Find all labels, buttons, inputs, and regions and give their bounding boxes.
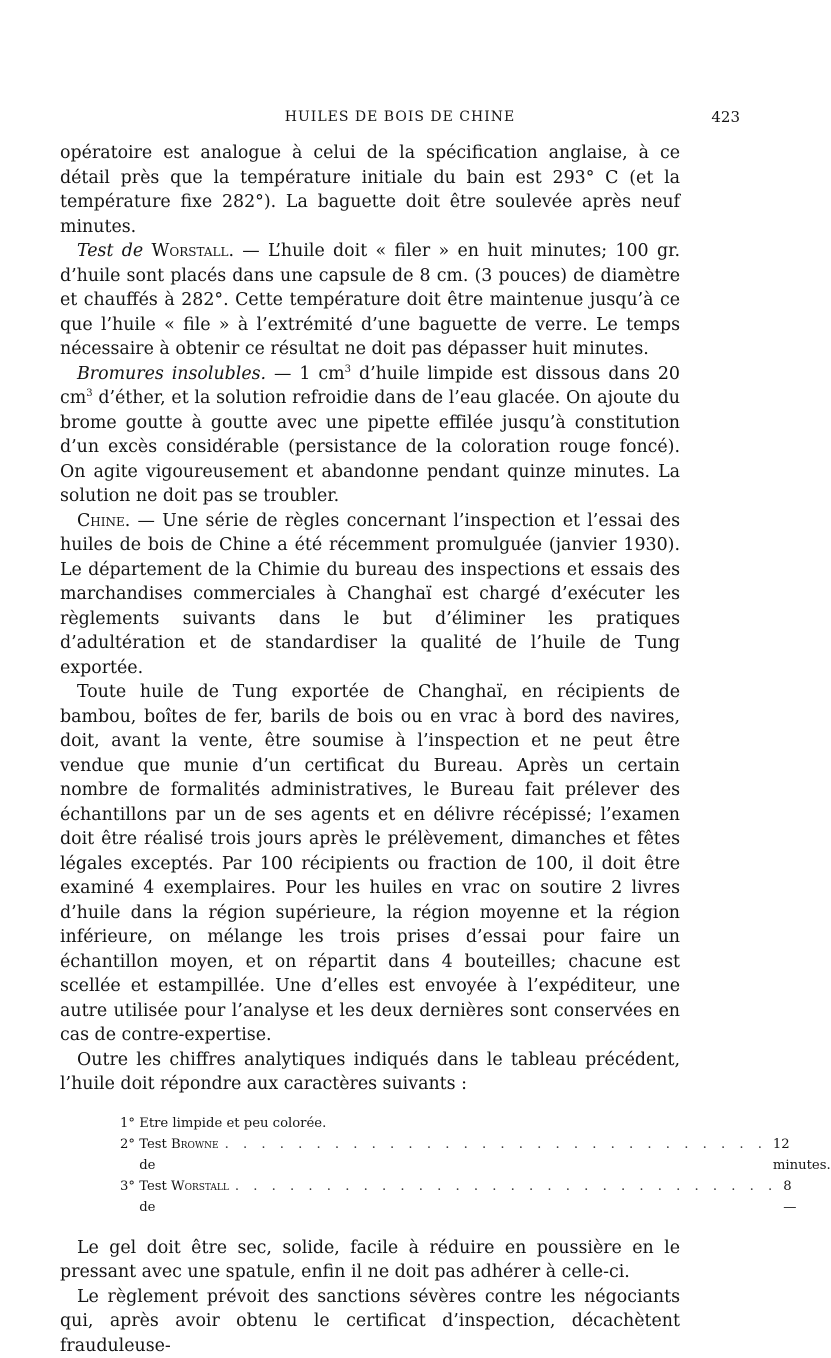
paragraph-insoluble-bromides: Bromures insolubles. — 1 $cm^3$ d’huile limpide est dissous dans 20 $cm^3$ d’éther, et la solution refroidie dans de l’eau glacée. On ajoute du brome goutte à goutte avec une pipette effilée jusqu’à constitution d’un excès considérable (persistance de la coloration rouge foncé). On agite vigoureusement et abandonne pendant quinze minutes. La solution ne doit pas se troubler. xyxy=(60,362,680,509)
paragraph-text: — Une série de règles concernant l’inspection et l’essai des huiles de bois de Chine a été récemment promulguée (janvier 1930). Le département de la Chimie du bureau des inspections et essais des marchandises commerciales à Changhaï est chargé d’exécuter les règlements suivants dans le but d’éliminer les pratiques d’adultération et de standardiser la qualité de l’huile de Tung exportée. xyxy=(60,511,680,678)
paragraph-sanctions: Le règlement prévoit des sanctions sévères contre les négociants qui, après avoir obtenu le certificat d’inspection, décachètent frauduleuse- xyxy=(60,1285,680,1358)
superscript: 3 xyxy=(86,388,92,399)
paragraph-worstall-test xyxy=(60,239,680,362)
superscript: 3 xyxy=(345,364,351,375)
running-title: HUILES DE BOIS DE CHINE xyxy=(60,109,740,125)
paragraph-requirements-intro: Outre les chiffres analytiques indiqués dans le tableau précédent, l’huile doit répondre aux caractères suivants : xyxy=(60,1048,680,1097)
section-heading-test: Test de xyxy=(77,241,143,261)
page-body xyxy=(60,141,680,1358)
list-item: 2° Test de Browne . . . . . . . . . . . . . . . . . . . . . . . . . . . . . . 12 minutes. xyxy=(120,1134,640,1176)
page-header xyxy=(60,106,740,132)
paragraph-export-rules: Toute huile de Tung exportée de Changhaï, en récipients de bambou, boîtes de fer, barils de bois ou en vrac à bord des navires, doit, avant la vente, être soumise à l’inspection et ne peut être vendue que munie d’un certificat du Bureau. Après un certain nombre de formalités administratives, le Bureau fait prélever des échantillons par un de ses agents et en délivre récépissé; l’examen doit être réalisé trois jours après le prélèvement, dimanches et fêtes légales exceptés. Par 100 récipients ou fraction de 100, il doit être examiné 4 exemplaires. Pour les huiles en vrac on soutire 2 livres d’huile dans la région supérieure, la région moyenne et la région inférieure, on mélange les trois prises d’essai pour faire un échantillon moyen, et on répartit dans 4 bouteilles; chacune est scellée et estampillée. Une d’elles est envoyée à l’expéditeur, une autre utilisée pour l’analyse et les deux dernières sont conservées en cas de contre-expertise. xyxy=(60,680,680,1048)
paragraph-china xyxy=(60,509,680,681)
list-item: 3° Test de Worstall . . . . . . . . . . . . . . . . . . . . . . . . . . . . . . 8 — xyxy=(120,1176,640,1218)
paragraph-text: — L’huile doit « filer » en huit minutes; 100 gr. d’huile sont placés dans une capsule de 8 cm. (3 pouces) de diamètre et chauffés à 282°. Cette température doit être maintenue jusqu’à ce que l’huile « file » à l’extrémité d’une baguette de verre. Le temps nécessaire à obtenir ce résultat ne doit pas dépasser huit minutes. xyxy=(60,241,680,359)
leader-dots: . . . . . . . . . . . . . . . . . . . . . . . . . . . . . . xyxy=(225,1134,767,1155)
section-heading-worstall: Worstall. xyxy=(152,241,234,261)
list-item: 1° Etre limpide et peu colorée. xyxy=(120,1113,640,1134)
leader-dots: . . . . . . . . . . . . . . . . . . . . . . . . . . . . . . xyxy=(235,1176,777,1197)
paragraph-continuation: opératoire est analogue à celui de la spécification anglaise, à ce détail près que la température initiale du bain est 293° C (et la température fixe 282°). La baguette doit être soulevée après neuf minutes. xyxy=(60,141,680,239)
paragraph-gel: Le gel doit être sec, solide, facile à réduire en poussière en le pressant avec une spatule, enfin il ne doit pas adhérer à celle-ci. xyxy=(60,1236,680,1285)
requirements-list xyxy=(120,1113,640,1218)
section-heading-bromides: Bromures insolubles. xyxy=(77,364,266,384)
page-number: 423 xyxy=(711,108,740,126)
section-heading-china: Chine. xyxy=(77,511,130,531)
